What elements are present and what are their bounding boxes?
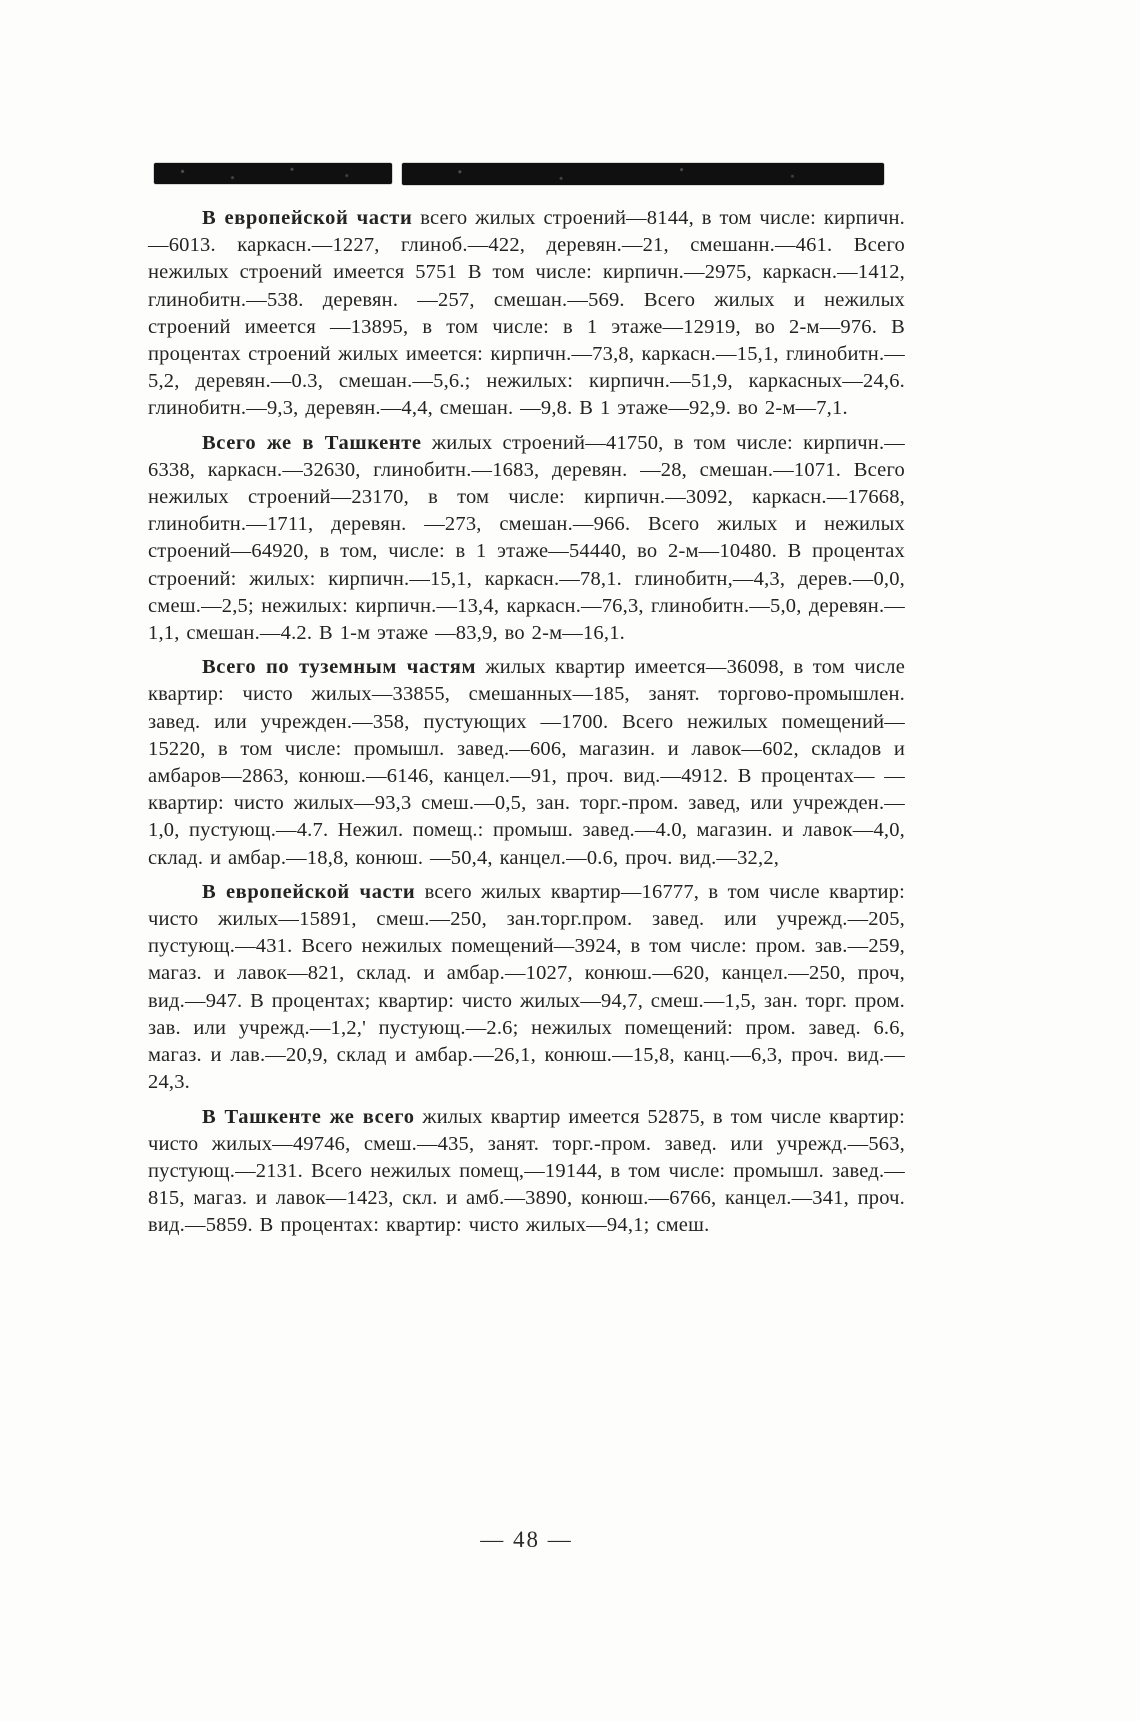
paragraph-text: всего жилых квартир—16777, в том числе квартир: чисто жилых—15891, смеш.—250, зан.торг.пром. завед. или учрежд.—205, пустующ.—431. Всего нежилых помещений—3924, в том числе: пром. зав.—259, магаз. и лавок—821, склад. и амбар.—1027, конюш.—620, канцел.—250, проч, вид.—947. В процентах; квартир: чисто жилых—94,7, смеш.—1,5, зан. торг. пром. зав. или учрежд.—1,2,' пустующ.—2.6; нежилых помещений: пром. завед. 6.6, магаз. и лав.—20,9, склад и амбар.—26,1, конюш.—15,8, канц.—6,3, проч. вид.—24,3. xyxy=(148,880,905,1094)
paragraph-text: жилых квартир имеется—36098, в том числе квартир: чисто жилых—33855, смешанных—185, занят. торгово-промышлен. завед. или учрежден.—358, пустующих —1700. Всего нежилых помещений—15220, в том числе: промышл. завед.—606, магазин. и лавок—602, складов и амбаров—2863, конюш.—6146, канцел.—91, проч. вид.—4912. В процентах— —квартир: чисто жилых—93,3 смеш.—0,5, зан. торг.-пром. завед, или учрежден.—1,0, пустующ.—4.7. Нежил. помещ.: промыш. завед.—4.0, магазин. и лавок—4,0, склад. и амбар.—18,8, конюш. —50,4, канцел.—0.6, проч. вид.—32,2, xyxy=(148,656,905,869)
paragraph xyxy=(148,654,905,872)
paragraph xyxy=(148,205,905,423)
paragraph-lead: В европейской части xyxy=(202,207,413,229)
paragraph xyxy=(148,1104,905,1240)
paragraph xyxy=(148,430,905,648)
paragraph-lead: В Ташкенте же всего xyxy=(202,1105,415,1128)
body-text xyxy=(148,205,905,1247)
ornament-rule-right xyxy=(402,163,884,185)
paragraph-lead: Всего по туземным частям xyxy=(202,656,477,679)
paragraph xyxy=(148,879,905,1097)
page-number: — 48 — xyxy=(480,1527,573,1552)
paragraph-lead: Всего же в Ташкенте xyxy=(202,431,422,454)
paragraph-lead: В европейской части xyxy=(202,880,416,903)
paragraph-text: всего жилых строений—8144, в том числе: кирпичн.—6013. каркасн.—1227, глиноб.—422, деревян.—21, смешанн.—461. Всего нежилых строений имеется 5751 В том числе: кирпичн.—2975, каркасн.—1412, глинобитн.—538. деревян. —257, смешан.—569. Всего жилых и нежилых строений имеется —13895, в том числе: в 1 этаже—12919, во 2-м—976. В процентах строений жилых имеется: кирпичн.—73,8, каркасн.—15,1, глинобитн.—5,2, деревян.—0.3, смешан.—5,6.; нежилых: кирпичн.—51,9, каркасных—24,6. глинобитн.—9,3, деревян.—4,4, смешан. —9,8. В 1 этаже—92,9. во 2-м—7,1. xyxy=(148,207,906,420)
header-ornament-rules xyxy=(154,163,894,186)
ornament-rule-left xyxy=(154,163,392,184)
paragraph-text: жилых строений—41750, в том числе: кирпичн.—6338, каркасн.—32630, глинобитн.—1683, деревян. —28, смешан.—1071. Всего нежилых строений—23170, в том числе: кирпичн.—3092, каркасн.—17668, глинобитн.—1711, деревян. —273, смешан.—966. Всего жилых и нежилых строений—64920, в том, числе: в 1 этаже—54440, во 2-м—10480. В процентах строений: жилых: кирпичн.—15,1, каркасн.—78,1. глинобитн,—4,3, дерев.—0,0, смеш.—2,5; нежилых: кирпичн.—13,4, каркасн.—76,3, глинобитн.—5,0, деревян.—1,1, смешан.—4.2. В 1-м этаже —83,9, во 2-м—16,1. xyxy=(148,431,906,645)
paragraph-text: жилых квартир имеется 52875, в том числе квартир: чисто жилых—49746, смеш.—435, занят. торг.-пром. завед. или учрежд.—563, пустующ.—2131. Всего нежилых помещ,—19144, в том числе: промышл. завед.—815, магаз. и лавок—1423, скл. и амб.—3890, конюш.—6766, канцел.—341, проч. вид.—5859. В процентах: квартир: чисто жилых—94,1; смеш. xyxy=(148,1105,906,1237)
